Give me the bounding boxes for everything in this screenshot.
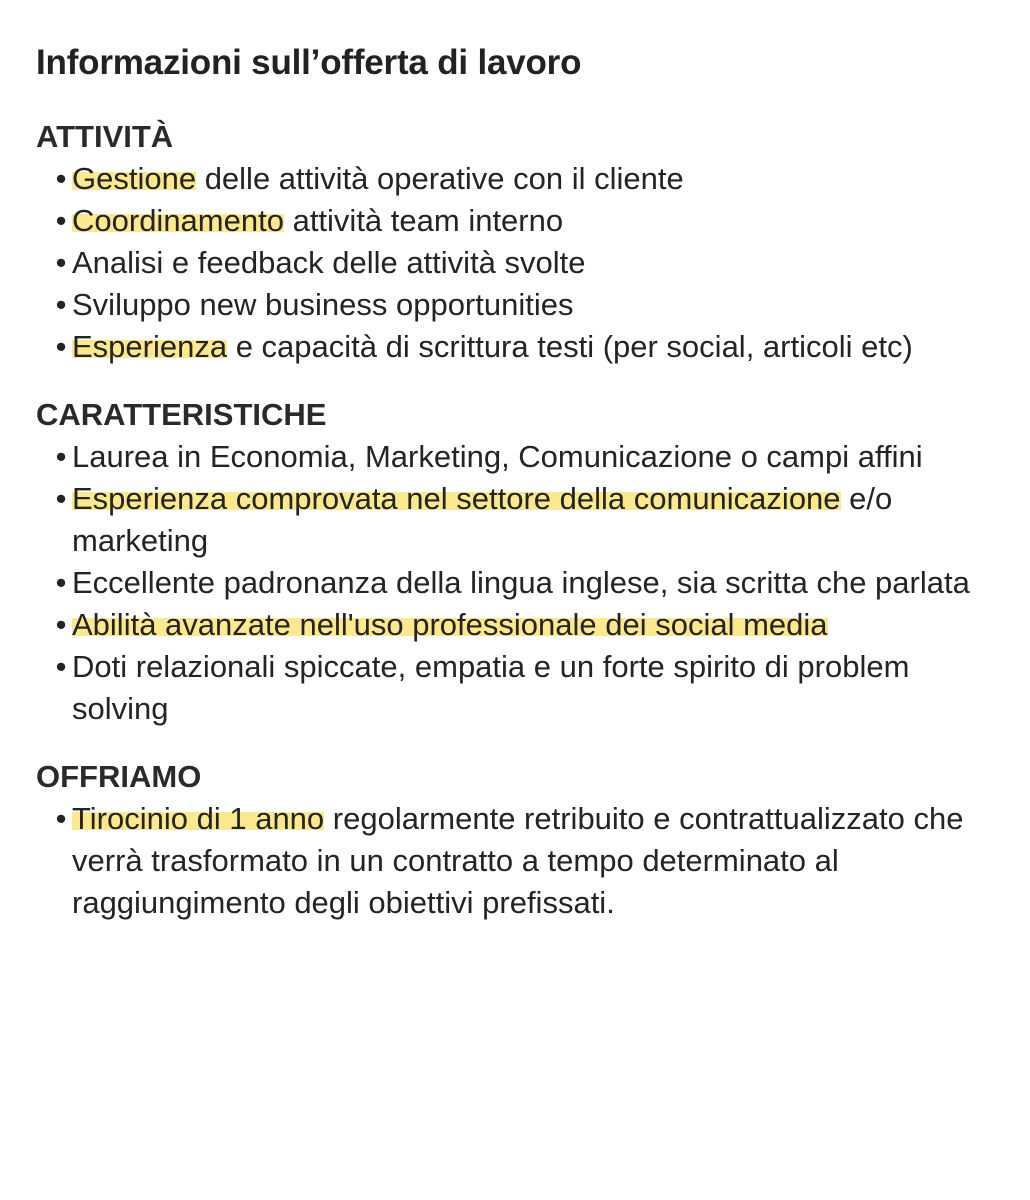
highlighted-text: Tirocinio di 1 anno [72,801,325,836]
bullet-icon: • [55,203,67,238]
bullet-icon: • [55,607,67,642]
offriamo-list [36,798,1006,924]
list-item [36,604,1006,646]
list-item [36,200,1006,242]
bullet-icon: • [55,481,67,516]
highlighted-text: Gestione [72,161,197,196]
list-item [36,478,1006,562]
bullet-icon: • [55,565,67,600]
list-item [36,646,1006,730]
bullet-icon: • [55,439,67,474]
item-text: e capacità di scrittura testi (per social, articoli etc) [227,329,913,364]
list-item [36,158,1006,200]
bullet-icon: • [55,245,67,280]
bullet-icon: • [55,801,67,836]
list-item [36,562,1006,604]
bullet-icon: • [55,287,67,322]
section-heading: OFFRIAMO [36,759,202,794]
item-text: attività team interno [283,203,564,238]
bullet-icon: • [55,161,67,196]
list-item [36,798,1006,924]
item-text: Doti relazionali spiccate, empatia e un forte spirito di problem solving [72,649,910,726]
section-heading: CARATTERISTICHE [36,397,327,432]
highlighted-text: Abilità avanzate nell'uso professionale dei social media [72,607,828,642]
list-item [36,242,1006,284]
section-attivita [36,116,1006,368]
job-offer-page [36,36,1006,924]
bullet-icon: • [55,329,67,364]
attivita-list [36,158,1006,368]
section-caratteristiche [36,394,1006,730]
list-item [36,326,1006,368]
caratteristiche-list [36,436,1006,730]
section-offriamo [36,756,1006,924]
highlighted-text: Esperienza [72,329,228,364]
list-item [36,284,1006,326]
list-item [36,436,1006,478]
page-title: Informazioni sull’offerta di lavoro [36,43,582,82]
item-text: regolarmente retribuito e contrattualizzato che verrà trasformato in un contratto a tempo determinato al raggiungimento degli obiettivi prefissati. [72,801,964,920]
item-text: Eccellente padronanza della lingua inglese, sia scritta che parlata [72,565,970,600]
highlighted-text: Coordinamento [72,203,284,238]
section-heading: ATTIVITÀ [36,119,174,154]
item-text: Analisi e feedback delle attività svolte [72,245,586,280]
item-text: e/o marketing [72,481,893,558]
item-text: Sviluppo new business opportunities [72,287,574,322]
bullet-icon: • [55,649,67,684]
highlighted-text: Esperienza comprovata nel settore della comunicazione [72,481,841,516]
item-text: delle attività operative con il cliente [196,161,684,196]
item-text: Laurea in Economia, Marketing, Comunicazione o campi affini [72,439,923,474]
